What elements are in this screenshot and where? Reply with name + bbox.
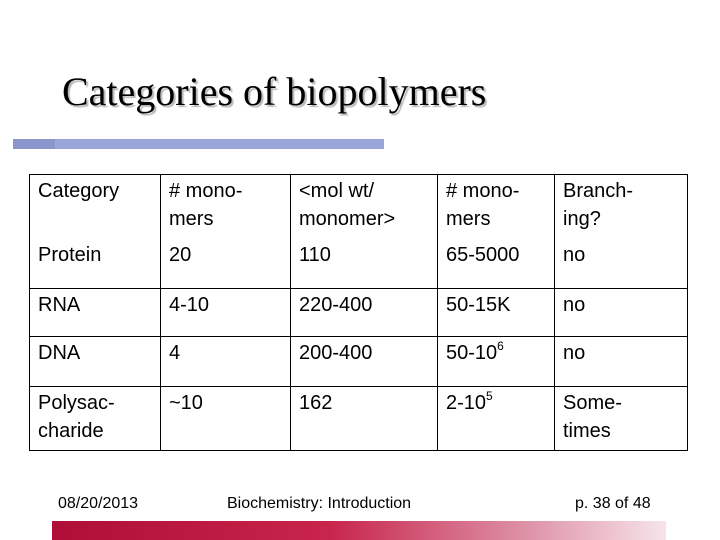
cell-monomer-count: $50-10^6$ — [438, 337, 555, 387]
header-category: Category — [30, 175, 161, 239]
biopolymer-table — [29, 174, 688, 451]
cell-monomer-count: $2-10^5$ — [438, 387, 555, 451]
cell-branching: no — [555, 289, 688, 337]
header-monomer-count: # mono- mers — [438, 175, 555, 239]
cell-mol-wt: 110 — [291, 239, 438, 289]
cell-category: DNA — [30, 337, 161, 387]
cell-category: RNA — [30, 289, 161, 337]
title-underline-accent — [13, 139, 55, 149]
footer-date: 08/20/2013 — [58, 495, 139, 512]
cell-branching: Some- times — [555, 387, 688, 451]
cell-mol-wt: 200-400 — [291, 337, 438, 387]
header-branching: Branch- ing? — [555, 175, 688, 239]
header-monomers: # mono- mers — [161, 175, 291, 239]
table-header-row — [30, 175, 688, 239]
footer-page-number: p. 38 of 48 — [575, 495, 651, 512]
cell-mol-wt: 162 — [291, 387, 438, 451]
table-row — [30, 337, 688, 387]
table-row — [30, 387, 688, 451]
cell-monomers: 4 — [161, 337, 291, 387]
cell-branching: no — [555, 337, 688, 387]
cell-monomers: 4-10 — [161, 289, 291, 337]
cell-category: Polysac- charide — [30, 387, 161, 451]
cell-branching: no — [555, 239, 688, 289]
slide-title: Categories of biopolymers — [62, 69, 487, 114]
footer-gradient-bar — [52, 521, 666, 540]
title-underline-bar — [13, 139, 384, 149]
cell-monomers: 20 — [161, 239, 291, 289]
cell-monomers: ~10 — [161, 387, 291, 451]
footer-course-title: Biochemistry: Introduction — [227, 495, 412, 512]
table-row — [30, 289, 688, 337]
cell-monomer-count: 65-5000 — [438, 239, 555, 289]
header-mol-wt: <mol wt/ monomer> — [291, 175, 438, 239]
cell-category: Protein — [30, 239, 161, 289]
table-row — [30, 239, 688, 289]
cell-monomer-count: 50-15K — [438, 289, 555, 337]
cell-mol-wt: 220-400 — [291, 289, 438, 337]
